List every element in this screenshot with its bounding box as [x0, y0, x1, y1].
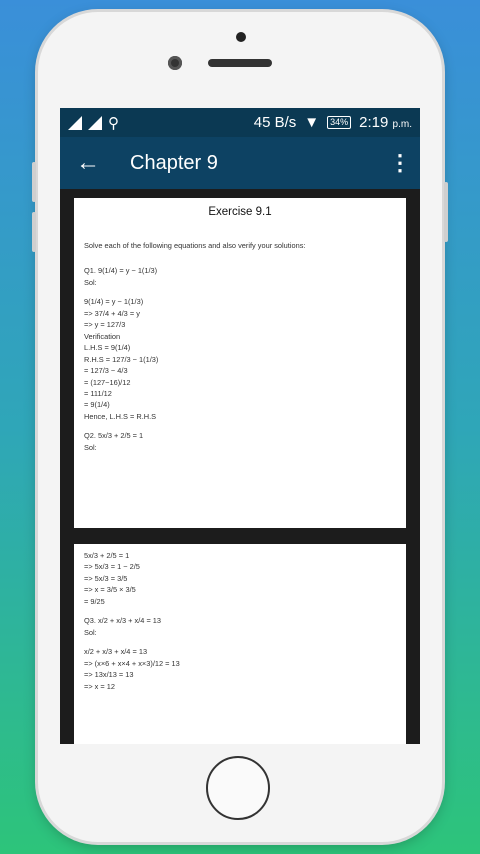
solution-line: => x = 3/5 × 3/5	[84, 585, 136, 595]
solution-line: => (x×6 + x×4 + x×3)/12 = 13	[84, 658, 180, 668]
solution-line: => 5x/3 = 1 − 2/5	[84, 562, 140, 572]
clock: 2:19	[359, 114, 389, 131]
power-button	[444, 182, 448, 242]
exercise-heading: Exercise 9.1	[208, 206, 272, 218]
page-title: Chapter 9	[130, 151, 218, 174]
signal-icon	[88, 116, 102, 130]
solution-line: Sol:	[84, 627, 97, 637]
overflow-menu-icon[interactable]: ⋮	[389, 150, 411, 175]
solution-line: => 13x/13 = 13	[84, 670, 134, 680]
solution-line: => y = 127/3	[84, 320, 126, 330]
home-button[interactable]	[206, 756, 270, 820]
solution-line: Verification	[84, 331, 121, 341]
solution-line: Q2. 5x/3 + 2/5 = 1	[84, 431, 144, 441]
solution-line: = 111/12	[84, 388, 112, 398]
screen	[60, 108, 420, 744]
volume-down-button	[32, 212, 36, 252]
solution-line: x/2 + x/3 + x/4 = 13	[84, 647, 148, 657]
solution-line: 5x/3 + 2/5 = 1	[84, 551, 130, 560]
solution-line: = (127−16)/12	[84, 377, 131, 387]
wifi-icon: ▼	[304, 114, 320, 131]
back-arrow-icon[interactable]: ←	[76, 149, 100, 176]
solution-line: => x = 12	[84, 681, 116, 691]
earpiece-speaker	[208, 59, 272, 67]
spacer	[84, 607, 396, 615]
solution-line: = 127/3 − 4/3	[84, 366, 128, 376]
solution-line: Hence, L.H.S = R.H.S	[84, 411, 157, 421]
front-sensor	[236, 32, 246, 42]
phone-frame	[38, 12, 442, 842]
pdf-page-2[interactable]	[74, 544, 406, 744]
signal-icon	[68, 116, 82, 130]
solution-line: L.H.S = 9(1/4)	[84, 343, 131, 353]
battery-icon: 34%	[327, 116, 351, 129]
network-speed: 45 B/s	[253, 114, 297, 131]
solution-line: = 9(1/4)	[84, 400, 110, 410]
front-camera	[168, 56, 182, 70]
instruction-text: Solve each of the following equations and also verify your solutions:	[84, 240, 306, 250]
solution-line: => 37/4 + 4/3 = y	[84, 308, 140, 318]
solution-line: Q3. x/2 + x/3 + x/4 = 13	[84, 616, 162, 626]
spacer	[84, 288, 396, 296]
pdf-page-1[interactable]	[74, 198, 406, 528]
volume-up-button	[32, 162, 36, 202]
app-toolbar	[60, 137, 420, 189]
clock-ampm: p.m.	[392, 119, 412, 130]
solution-line: => 5x/3 = 3/5	[84, 573, 128, 583]
solution-line: = 9/25	[84, 596, 105, 606]
solution-line: 9(1/4) = y − 1(1/3)	[84, 297, 144, 307]
solution-line: Q1. 9(1/4) = y − 1(1/3)	[84, 266, 158, 276]
status-bar	[60, 108, 420, 137]
solution-line: R.H.S = 127/3 − 1(1/3)	[84, 354, 159, 364]
solution-line: Sol:	[84, 442, 97, 452]
spacer	[84, 422, 396, 430]
solution-line: Sol:	[84, 277, 97, 287]
usb-icon: ⚲	[108, 114, 119, 132]
spacer	[84, 638, 396, 646]
